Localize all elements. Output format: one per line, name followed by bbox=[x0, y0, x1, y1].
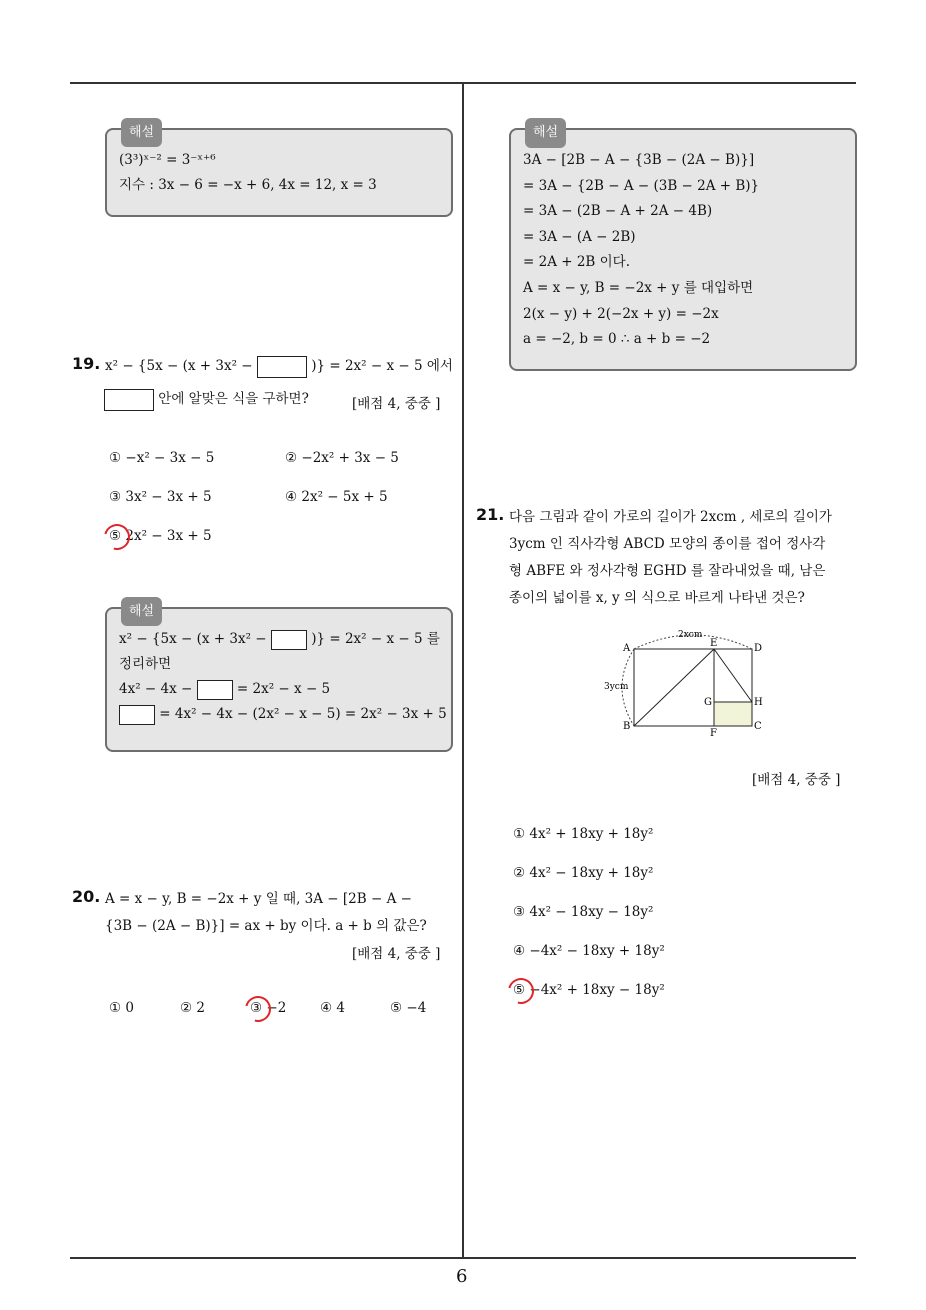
choice-5[interactable]: ⑤ −4x² + 18xy − 18y² bbox=[513, 982, 665, 998]
solution-line: a = −2, b = 0 ∴ a + b = −2 bbox=[523, 331, 711, 348]
label-h: H bbox=[754, 697, 763, 708]
label-d: D bbox=[754, 643, 763, 654]
question-line: 다음 그림과 같이 가로의 길이가 2xcm , 세로의 길이가 bbox=[509, 509, 832, 525]
choice-3[interactable]: ③ 4x² − 18xy − 18y² bbox=[513, 904, 654, 920]
solution-line: 정리하면 bbox=[119, 656, 172, 672]
label-height: 3ycm bbox=[604, 682, 629, 692]
question-number: 21. bbox=[476, 505, 505, 524]
solution-text: = 4x² − 4x − (2x² − x − 5) = 2x² − 3x + 5 bbox=[159, 706, 447, 722]
answer-blank bbox=[119, 705, 155, 725]
choice-4[interactable]: ④ 4 bbox=[320, 1000, 345, 1016]
line-be bbox=[634, 649, 714, 726]
solution-box-19 bbox=[105, 604, 453, 752]
question-line: 종이의 넓이를 x, y 의 식으로 바르게 나타낸 것은? bbox=[509, 590, 805, 606]
question-line: 형 ABFE 와 정사각형 EGHD 를 잘라내었을 때, 남은 bbox=[509, 563, 826, 579]
choice-4[interactable]: ④ 2x² − 5x + 5 bbox=[285, 489, 388, 505]
choice-4[interactable]: ④ −4x² − 18xy + 18y² bbox=[513, 943, 665, 959]
choice-5[interactable]: ⑤ −4 bbox=[390, 1000, 427, 1016]
question-number: 20. bbox=[72, 887, 101, 906]
solution-box-20 bbox=[509, 125, 857, 371]
answer-blank bbox=[257, 356, 307, 378]
answer-mark bbox=[99, 519, 135, 555]
solution-text: x² − {5x − (x + 3x² − bbox=[119, 631, 267, 647]
question-line: A = x − y, B = −2x + y 일 때, 3A − [2B − A − bbox=[105, 891, 412, 907]
score-label: [배점 4, 중중 ] bbox=[352, 946, 441, 962]
question-line: 3ycm 인 직사각형 ABCD 모양의 종이를 접어 정사각 bbox=[509, 536, 826, 552]
choice-1[interactable]: ① 4x² + 18xy + 18y² bbox=[513, 826, 654, 842]
label-g: G bbox=[704, 697, 712, 708]
bottom-rule bbox=[70, 1257, 856, 1259]
solution-tag: 해설 bbox=[525, 118, 566, 148]
solution-line: = 3A − (A − 2B) bbox=[523, 228, 636, 245]
solution-text: = 2x² − x − 5 bbox=[236, 681, 331, 697]
answer-blank bbox=[271, 630, 307, 650]
solution-tag: 해설 bbox=[121, 597, 162, 626]
line-eh bbox=[714, 649, 752, 702]
solution-line: = 2A + 2B 이다. bbox=[523, 254, 631, 271]
answer-blank bbox=[197, 680, 233, 700]
choice-3[interactable]: ③ 3x² − 3x + 5 bbox=[109, 489, 212, 505]
question-line: {3B − (2A − B)}] = ax + by 이다. a + b 의 값은? bbox=[105, 918, 427, 934]
figure-shaded-region bbox=[714, 702, 752, 726]
answer-mark bbox=[240, 991, 276, 1027]
score-label: [배점 4, 중중 ] bbox=[752, 772, 841, 788]
question-text-part: )} = 2x² − x − 5 에서 bbox=[311, 358, 453, 374]
choice-2[interactable]: ② 4x² − 18xy + 18y² bbox=[513, 865, 654, 881]
answer-mark bbox=[503, 973, 539, 1009]
label-width: 2xcm bbox=[678, 630, 703, 640]
solution-line: = 3A − {2B − A − (3B − 2A + B)} bbox=[523, 177, 760, 194]
choice-1[interactable]: ① 0 bbox=[109, 1000, 134, 1016]
label-b: B bbox=[623, 721, 631, 732]
solution-line: = 3A − (2B − A + 2A − 4B) bbox=[523, 203, 713, 220]
solution-text: )} = 2x² − x − 5 를 bbox=[311, 631, 440, 647]
solution-line: 3A − [2B − A − {3B − (2A − B)}] bbox=[523, 152, 755, 168]
question-text-part: 안에 알맞은 식을 구하면? bbox=[158, 391, 309, 407]
solution-line: A = x − y, B = −2x + y 를 대입하면 bbox=[523, 279, 754, 296]
choice-1[interactable]: ① −x² − 3x − 5 bbox=[109, 450, 215, 466]
label-a: A bbox=[623, 643, 631, 654]
page-number: 6 bbox=[456, 1266, 468, 1287]
label-f: F bbox=[710, 728, 717, 739]
column-divider bbox=[462, 82, 464, 1258]
solution-box-18 bbox=[105, 125, 453, 217]
answer-blank bbox=[104, 389, 154, 411]
label-e: E bbox=[710, 638, 718, 649]
question-text bbox=[105, 886, 457, 940]
score-label: [배점 4, 중중 ] bbox=[352, 396, 441, 412]
label-c: C bbox=[754, 721, 762, 732]
question-number: 19. bbox=[72, 354, 101, 373]
choice-5[interactable]: ⑤ 2x² − 3x + 5 bbox=[109, 528, 212, 544]
solution-line: 지수 : 3x − 6 = −x + 6, 4x = 12, x = 3 bbox=[119, 177, 377, 193]
question-text bbox=[509, 504, 861, 612]
choice-2[interactable]: ② 2 bbox=[180, 1000, 205, 1016]
solution-text: 4x² − 4x − bbox=[119, 681, 193, 697]
solution-line: 2(x − y) + 2(−2x + y) = −2x bbox=[523, 305, 719, 322]
question-text-part: x² − {5x − (x + 3x² − bbox=[105, 358, 253, 374]
solution-line: (3³)ˣ⁻² = 3⁻ˣ⁺⁶ bbox=[119, 152, 216, 168]
rectangle-figure bbox=[596, 625, 776, 740]
choice-2[interactable]: ② −2x² + 3x − 5 bbox=[285, 450, 399, 466]
choice-3[interactable]: ③ −2 bbox=[250, 1000, 287, 1016]
solution-tag: 해설 bbox=[121, 118, 162, 147]
